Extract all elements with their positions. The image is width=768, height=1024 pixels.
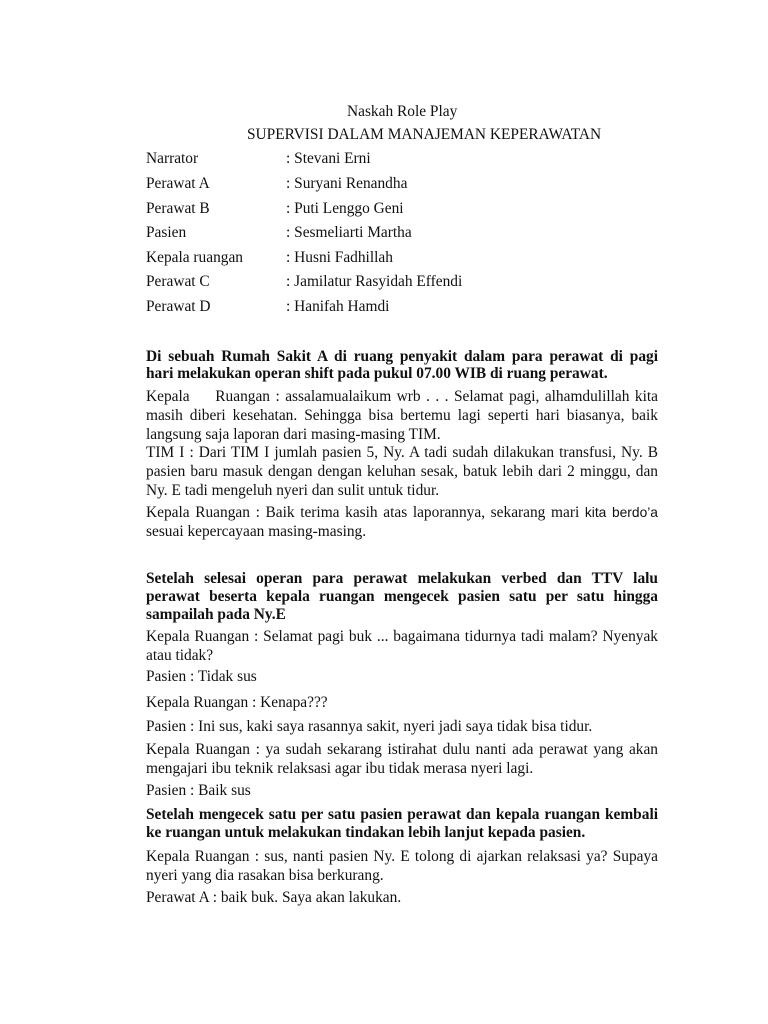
dialogue-block [146, 888, 658, 907]
text-line: sampailah pada Ny.E [146, 606, 286, 623]
narration-block [146, 570, 658, 624]
cast-row-pasien [146, 223, 412, 242]
cast-role: Narrator [146, 150, 199, 167]
cast-name: Hanifah Hamdi [294, 298, 390, 315]
text-line [146, 740, 658, 759]
dialogue-block [146, 443, 658, 500]
text-line: sesuai kepercayaan masing-masing. [146, 523, 367, 540]
speaker-label: Kepala Ruangan [146, 628, 250, 645]
narration-block [146, 806, 658, 842]
text-line [146, 781, 658, 800]
cast-row-perawat-a [146, 174, 407, 193]
dialogue-block [146, 503, 658, 541]
text-line: mengajari ibu teknik relaksasi agar ibu tidak merasa nyeri lagi. [146, 760, 534, 777]
cast-row-perawat-d [146, 297, 389, 316]
cast-role: Perawat A [146, 175, 210, 192]
speaker-label: Perawat A [146, 889, 209, 906]
dialogue-text: : Kenapa??? [252, 694, 328, 711]
dialogue-block [146, 717, 658, 736]
cast-separator: : [286, 175, 291, 192]
dialogue-text: : Dari TIM I jumlah pasien 5, Ny. A tadi sudah dilakukan transfusi, Ny. B [189, 444, 658, 461]
cast-name: Husni Fadhillah [294, 249, 393, 266]
cast-separator: : [286, 249, 291, 266]
speaker-label: Kepala Ruangan [146, 694, 249, 711]
cast-role: Pasien [146, 224, 187, 241]
dialogue-text: : Baik sus [190, 782, 251, 799]
speaker-label: Pasien [146, 782, 187, 799]
speaker-label: Pasien [146, 718, 187, 735]
text-line: Di sebuah Rumah Sakit A di ruang penyakit dalam para perawat di pagi [146, 348, 658, 365]
text-line [146, 717, 658, 736]
cast-name: Puti Lenggo Geni [294, 200, 404, 217]
cast-separator: : [286, 298, 291, 315]
text-line [146, 503, 658, 522]
dialogue-block [146, 847, 658, 885]
dialogue-text: : Tidak sus [190, 668, 257, 685]
speaker-label: Kepala Ruangan [146, 388, 270, 405]
dialogue-block [146, 627, 658, 665]
dialogue-block [146, 693, 658, 712]
document-subtitle: SUPERVISI DALAM MANAJEMAN KEPERAWATAN [247, 126, 602, 143]
text-line: pasien baru masuk dengan dengan keluhan sesak, batuk lebih dari 2 minggu, dan [146, 463, 658, 480]
narration-block [146, 348, 658, 382]
dialogue-text: : Ini sus, kaki saya rasannya sakit, nyeri jadi saya tidak bisa tidur. [190, 718, 593, 735]
dialogue-block [146, 667, 658, 686]
cast-row-perawat-c [146, 272, 462, 291]
text-line [146, 667, 658, 686]
text-line: hari melakukan operan shift pada pukul 07.00 WIB di ruang perawat. [146, 365, 608, 382]
dialogue-text: : ya sudah sekarang istirahat dulu nanti ada perawat yang akan [255, 741, 658, 758]
text-line [146, 693, 658, 712]
text-line [146, 443, 658, 462]
dialogue-text: : sus, nanti pasien Ny. E tolong di ajarkan relaksasi ya? Supaya [254, 848, 659, 865]
text-line: masih diberi kesehatan. Sehingga bisa bertemu lagi seperti hari biasanya, baik [146, 407, 658, 424]
cast-row-kepala-ruangan [146, 248, 393, 267]
speaker-label: Kepala Ruangan [146, 504, 250, 521]
speaker-label: Pasien [146, 668, 187, 685]
text-line: nyeri yang dia rasakan bisa berkurang. [146, 867, 384, 884]
cast-name: Jamilatur Rasyidah Effendi [294, 273, 463, 290]
cast-row-perawat-b [146, 199, 404, 218]
dialogue-text-sans: kita berdo’a [584, 505, 658, 520]
cast-role: Perawat B [146, 200, 210, 217]
dialogue-text: : assalamualaikum wrb . . . Selamat pagi, alhamdulillah kita [275, 388, 658, 405]
speaker-label: TIM I [146, 444, 185, 461]
cast-separator: : [286, 150, 291, 167]
dialogue-block [146, 781, 658, 800]
cast-name: Sesmeliarti Martha [294, 224, 412, 241]
document-title: Naskah Role Play [347, 103, 458, 120]
dialogue-text: : Baik terima kasih atas laporannya, sekarang mari [255, 504, 580, 521]
text-line: Setelah selesai operan para perawat melakukan verbed dan TTV lalu [146, 570, 658, 587]
dialogue-block [146, 387, 658, 444]
text-line [146, 888, 658, 907]
text-line: Setelah mengecek satu per satu pasien perawat dan kepala ruangan kembali [146, 806, 658, 823]
cast-name: Stevani Erni [294, 150, 371, 167]
dialogue-text: : Selamat pagi buk ... bagaimana tidurnya tadi malam? Nyenyak [254, 628, 658, 645]
cast-role: Perawat C [146, 273, 210, 290]
text-line: atau tidak? [146, 647, 214, 664]
cast-separator: : [286, 273, 291, 290]
cast-separator: : [286, 224, 291, 241]
text-line: perawat beserta kepala ruangan mengecek pasien satu per satu hingga [146, 588, 658, 605]
text-line [146, 847, 658, 866]
cast-row-narrator [146, 149, 371, 168]
cast-separator: : [286, 200, 291, 217]
text-line: Ny. E tadi mengeluh nyeri dan sulit untuk tidur. [146, 482, 440, 499]
speaker-label: Kepala Ruangan [146, 848, 250, 865]
speaker-label: Kepala Ruangan [146, 741, 250, 758]
dialogue-text: : baik buk. Saya akan lakukan. [212, 889, 402, 906]
text-line [146, 627, 658, 646]
cast-name: Suryani Renandha [294, 175, 408, 192]
dialogue-block [146, 740, 658, 778]
text-line [146, 387, 658, 406]
text-line: ke ruangan untuk melakukan tindakan lebih lanjut kepada pasien. [146, 824, 586, 841]
text-line: langsung saja laporan dari masing-masing TIM. [146, 426, 441, 443]
cast-role: Perawat D [146, 298, 211, 315]
cast-role: Kepala ruangan [146, 249, 243, 266]
